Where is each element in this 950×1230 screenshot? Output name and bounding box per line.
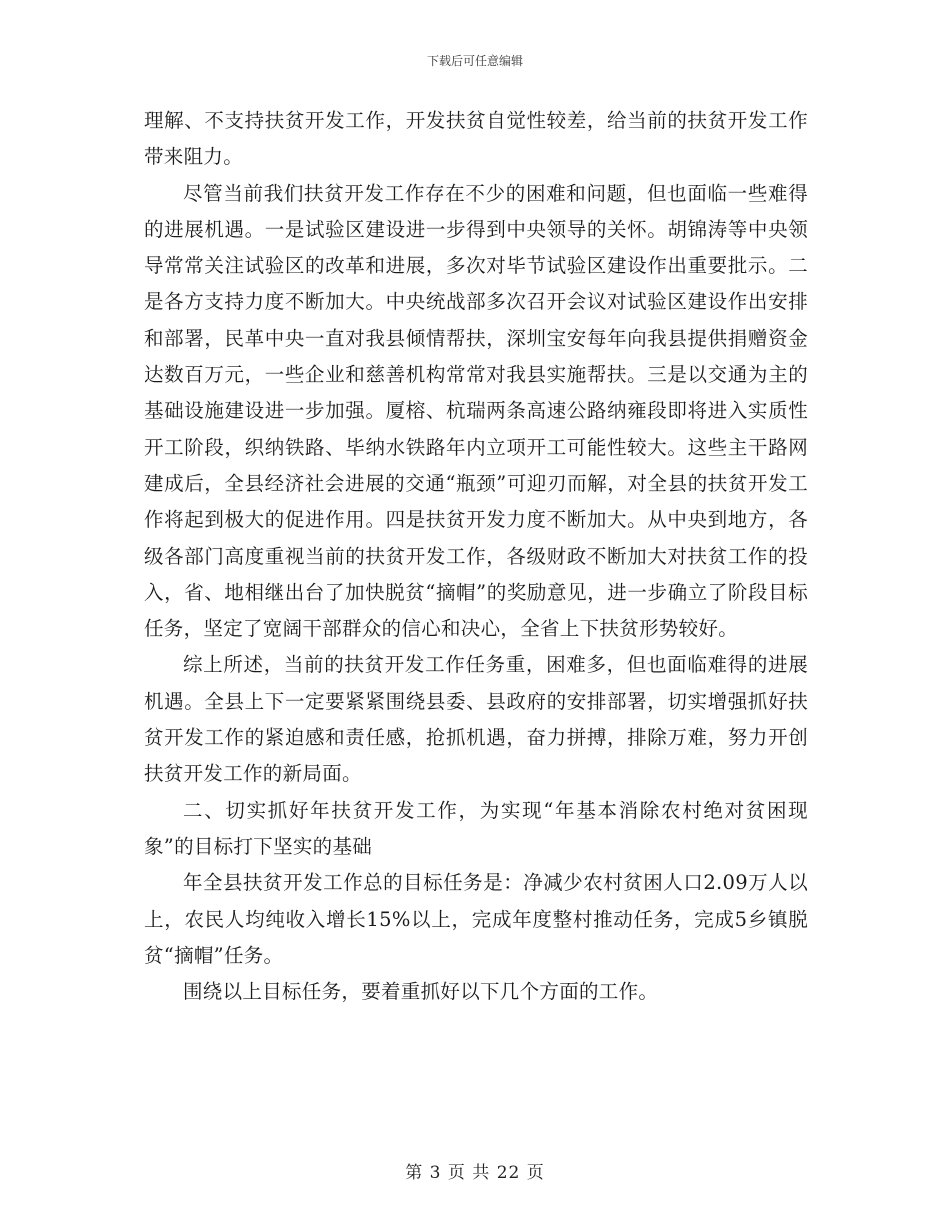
paragraph-targets: 年全县扶贫开发工作总的目标任务是：净减少农村贫困人口2.09万人以上，农民人均纯收入增长15%以上，完成年度整村推动任务，完成5乡镇脱贫“摘帽”任务。 (144, 871, 808, 967)
page-number: 第 3 页 共 22 页 (405, 1163, 545, 1183)
paragraph-tasks-intro: 围绕以上目标任务，要着重抓好以下几个方面的工作。 (183, 980, 659, 1004)
paragraph-summary: 综上所述，当前的扶贫开发工作任务重，困难多，但也面临难得的进展机遇。全县上下一定要紧紧围绕县委、县政府的安排部署，切实增强抓好扶贫开发工作的紧迫感和责任感，抢抓机遇，奋力拼搏，排除万难，努力开创扶贫开发工作的新局面。 (144, 653, 808, 786)
paragraph-opportunities: 尽管当前我们扶贫开发工作存在不少的困难和问题，但也面临一些难得的进展机遇。一是试验区建设进一步得到中央领导的关怀。胡锦涛等中央领导常常关注试验区的改革和进展，多次对毕节试验区建设作出重要批示。二是各方支持力度不断加大。中央统战部多次召开会议对试验区建设作出安排和部署，民革中央一直对我县倾情帮扶，深圳宝安每年向我县提供捐赠资金达数百万元，一些企业和慈善机构常常对我县实施帮扶。三是以交通为主的基础设施建设进一步加强。厦榕、杭瑞两条高速公路纳雍段即将进入实质性开工阶段，织纳铁路、毕纳水铁路年内立项开工可能性较大。这些主干路网建成后，全县经济社会进展的交通“瓶颈”可迎刃而解，对全县的扶贫开发工作将起到极大的促进作用。四是扶贫开发力度不断加大。从中央到地方，各级各部门高度重视当前的扶贫开发工作，各级财政不断加大对扶贫工作的投入，省、地相继出台了加快脱贫“摘帽”的奖励意见，进一步确立了阶段目标任务，坚定了宽阔干部群众的信心和决心，全省上下扶贫形势较好。 (144, 181, 808, 641)
section-heading: 二、切实抓好年扶贫开发工作，为实现“年基本消除农村绝对贫困现象”的目标打下坚实的基础 (144, 798, 808, 858)
document-body (144, 103, 808, 1010)
page-header: 下载后可任意编辑 (426, 54, 523, 68)
paragraph-continuation: 理解、不支持扶贫开发工作，开发扶贫自觉性较差，给当前的扶贫开发工作带来阻力。 (144, 109, 808, 169)
